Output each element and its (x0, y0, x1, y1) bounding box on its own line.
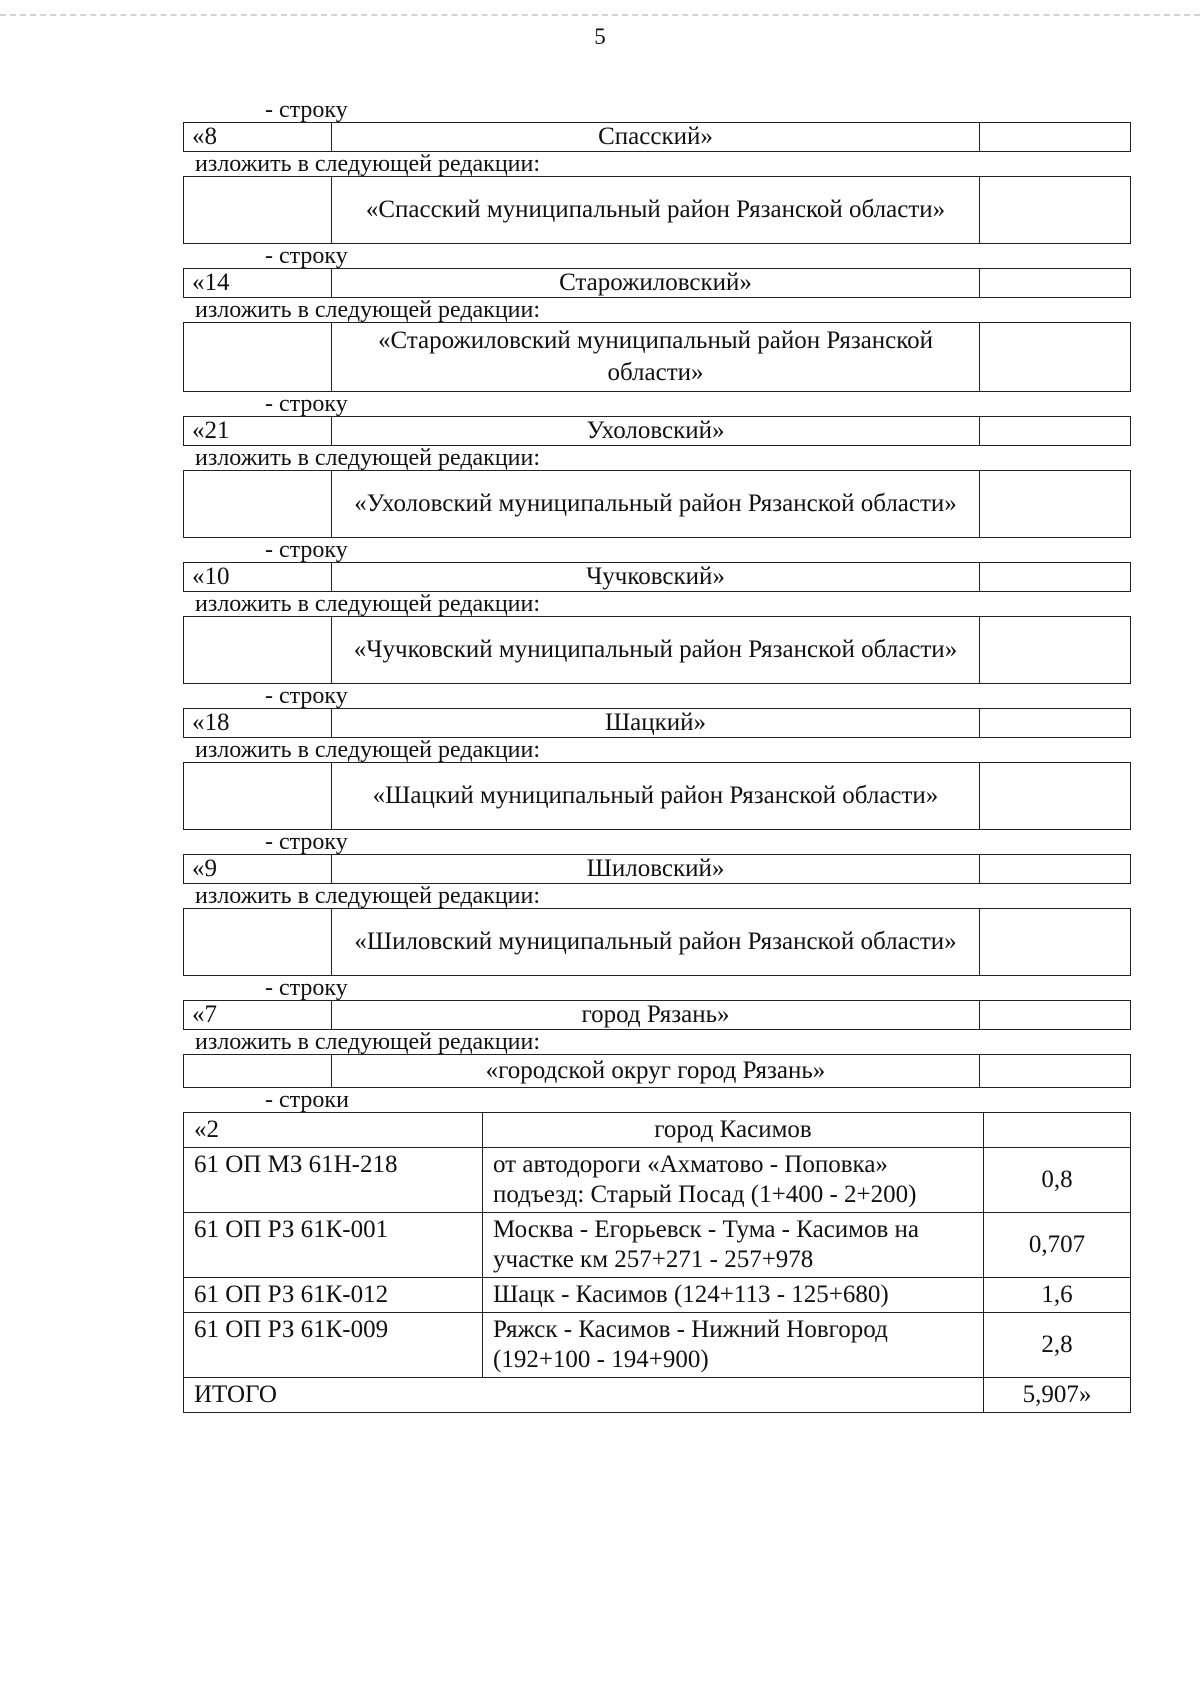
amendment-section (183, 392, 1131, 538)
document-body (183, 98, 1131, 1413)
amendment-section-kasimov (183, 1088, 1131, 1413)
empty-cell (980, 617, 1131, 684)
section-intro: изложить в следующей редакции: (195, 297, 541, 323)
total-row (184, 1378, 1131, 1413)
empty-cell (980, 471, 1131, 538)
empty-cell (184, 177, 332, 244)
amendment-section (183, 976, 1131, 1088)
empty-cell (984, 1113, 1131, 1148)
old-row-table (183, 268, 1131, 298)
empty-cell (980, 1055, 1131, 1088)
table-row (184, 1278, 1131, 1313)
kasimov-roads-table (183, 1112, 1131, 1413)
new-row-table (183, 616, 1131, 684)
table-row (184, 1148, 1131, 1213)
amendment-section (183, 538, 1131, 684)
row-number: «18 (184, 709, 332, 738)
section-label: - строку (265, 243, 348, 269)
section-intro: изложить в следующей редакции: (195, 591, 541, 617)
amendment-section (183, 244, 1131, 392)
road-description: Москва - Егорьевск - Тума - Касимов на участке км 257+271 - 257+978 (483, 1213, 984, 1278)
row-name: Ухоловский» (332, 417, 980, 446)
section-label: - строки (265, 1087, 349, 1113)
empty-cell (184, 471, 332, 538)
section-label: - строку (265, 975, 348, 1001)
row-number: «7 (184, 1001, 332, 1030)
amendment-section (183, 830, 1131, 976)
empty-cell (980, 709, 1131, 738)
empty-cell (980, 563, 1131, 592)
empty-cell (980, 417, 1131, 446)
road-code: 61 ОП МЗ 61Н-218 (184, 1148, 483, 1213)
empty-cell (184, 617, 332, 684)
row-name: Старожиловский» (332, 269, 980, 298)
new-row-name: «Старожиловский муниципальный район Рязанской области» (332, 323, 980, 392)
road-length: 0,8 (984, 1148, 1131, 1213)
section-intro: изложить в следующей редакции: (195, 737, 541, 763)
row-number: «21 (184, 417, 332, 446)
empty-cell (980, 855, 1131, 884)
new-row-table (183, 470, 1131, 538)
road-code: 61 ОП РЗ 61К-001 (184, 1213, 483, 1278)
road-length: 0,707 (984, 1213, 1131, 1278)
road-length: 2,8 (984, 1313, 1131, 1378)
road-length: 1,6 (984, 1278, 1131, 1313)
row-number: «2 (184, 1113, 483, 1148)
road-description: Шацк - Касимов (124+113 - 125+680) (483, 1278, 984, 1313)
section-label: - строку (265, 537, 348, 563)
page-number: 5 (594, 24, 606, 49)
new-row-table (183, 176, 1131, 244)
empty-cell (184, 909, 332, 976)
row-name: Шиловский» (332, 855, 980, 884)
row-name: город Рязань» (332, 1001, 980, 1030)
row-number: «14 (184, 269, 332, 298)
empty-cell (184, 1055, 332, 1088)
amendment-section (183, 98, 1131, 244)
empty-cell (184, 323, 332, 392)
row-name: Шацкий» (332, 709, 980, 738)
new-row-table (183, 762, 1131, 830)
road-description: Ряжск - Касимов - Нижний Новгород (192+100 - 194+900) (483, 1313, 984, 1378)
section-intro: изложить в следующей редакции: (195, 1029, 541, 1055)
section-label: - строку (265, 391, 348, 417)
road-code: 61 ОП РЗ 61К-009 (184, 1313, 483, 1378)
old-row-table (183, 562, 1131, 592)
row-name: город Касимов (483, 1113, 984, 1148)
new-row-name: «Ухоловский муниципальный район Рязанской области» (332, 471, 980, 538)
scan-edge-artifact (0, 14, 1200, 22)
old-row-table (183, 1000, 1131, 1030)
section-intro: изложить в следующей редакции: (195, 883, 541, 909)
row-number: «9 (184, 855, 332, 884)
new-row-name: «Чучковский муниципальный район Рязанской области» (332, 617, 980, 684)
new-row-name: «городской округ город Рязань» (332, 1055, 980, 1088)
row-number: «8 (184, 123, 332, 152)
empty-cell (980, 123, 1131, 152)
row-name: Чучковский» (332, 563, 980, 592)
total-value: 5,907» (984, 1378, 1131, 1413)
new-row-name: «Спасский муниципальный район Рязанской области» (332, 177, 980, 244)
empty-cell (980, 909, 1131, 976)
section-label: - строку (265, 683, 348, 709)
old-row-table (183, 854, 1131, 884)
old-row-table (183, 122, 1131, 152)
section-intro: изложить в следующей редакции: (195, 151, 541, 177)
table-row (184, 1213, 1131, 1278)
road-description: от автодороги «Ахматово - Поповка» подъезд: Старый Посад (1+400 - 2+200) (483, 1148, 984, 1213)
row-number: «10 (184, 563, 332, 592)
new-row-name: «Шацкий муниципальный район Рязанской области» (332, 763, 980, 830)
new-row-table (183, 908, 1131, 976)
old-row-table (183, 416, 1131, 446)
row-name: Спасский» (332, 123, 980, 152)
empty-cell (980, 763, 1131, 830)
empty-cell (184, 763, 332, 830)
section-label: - строку (265, 97, 348, 123)
section-label: - строку (265, 829, 348, 855)
empty-cell (980, 177, 1131, 244)
old-row-table (183, 708, 1131, 738)
new-row-name: «Шиловский муниципальный район Рязанской области» (332, 909, 980, 976)
table-row (184, 1313, 1131, 1378)
empty-cell (980, 323, 1131, 392)
road-code: 61 ОП РЗ 61К-012 (184, 1278, 483, 1313)
new-row-table (183, 322, 1131, 392)
table-row (184, 1113, 1131, 1148)
total-label: ИТОГО (184, 1378, 984, 1413)
section-intro: изложить в следующей редакции: (195, 445, 541, 471)
empty-cell (980, 269, 1131, 298)
empty-cell (980, 1001, 1131, 1030)
new-row-table (183, 1054, 1131, 1088)
amendment-section (183, 684, 1131, 830)
